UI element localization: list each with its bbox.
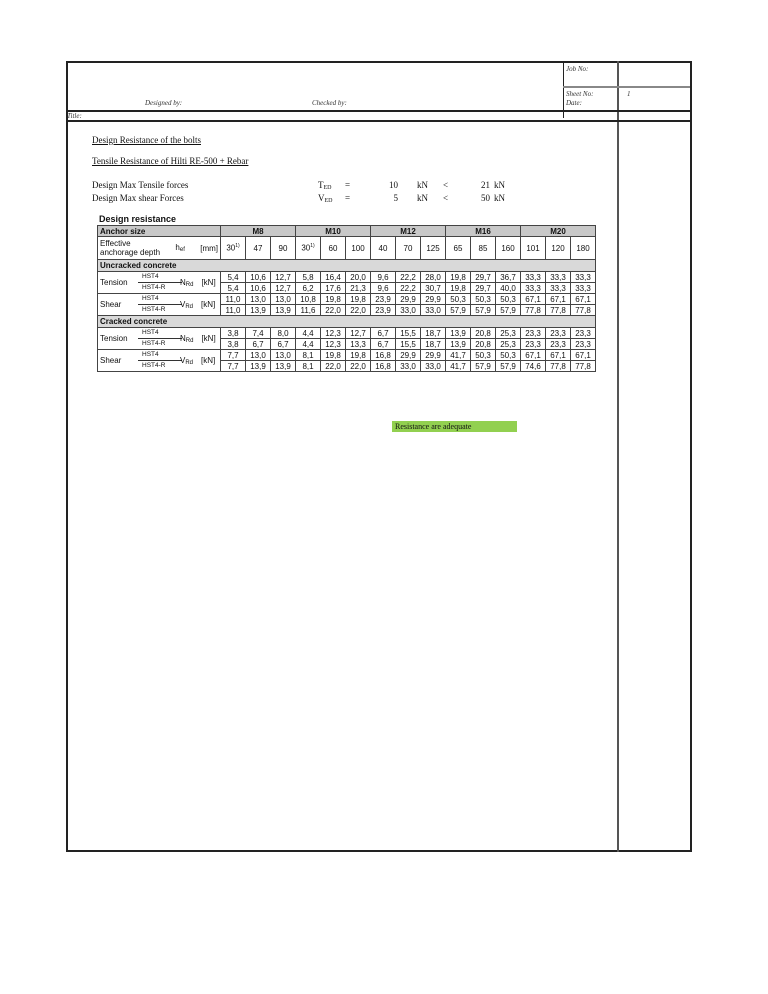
value-cell: 77,8 [521,305,546,316]
depth-cell: 125 [421,237,446,260]
value-cell: 22,0 [321,305,346,316]
anchor-group-m8: M8 [221,226,296,237]
designed-by-label: Designed by: [145,99,183,107]
value-cell: 33,3 [571,272,596,283]
value-cell: 30,7 [421,283,446,294]
value-cell: 50,3 [446,294,471,305]
value-cell: 50,3 [496,350,521,361]
value-cell: 77,8 [546,361,571,372]
value-cell: 22,2 [396,272,421,283]
depth-cell: 60 [321,237,346,260]
shear-equals: = [345,193,351,203]
value-cell: 33,0 [396,305,421,316]
section-title: Cracked concrete [98,316,596,328]
value-cell: 9,6 [371,283,396,294]
value-cell: 57,9 [471,361,496,372]
shear-value: 5 [393,193,398,203]
value-cell: 13,0 [271,350,296,361]
value-cell: 13,9 [446,328,471,339]
value-cell: 16,8 [371,350,396,361]
value-cell: 22,0 [346,305,371,316]
row-label: Shear HST4 HST4-R VRd [kN] [98,350,221,372]
value-cell: 29,9 [396,350,421,361]
value-cell: 7,4 [246,328,271,339]
value-cell: 22,2 [396,283,421,294]
value-cell: 18,7 [421,339,446,350]
value-cell: 25,3 [496,339,521,350]
title-label: Title: [67,112,82,120]
anchorage-depth-label: Effective anchorage depth hef [mm] [98,237,221,260]
value-cell: 57,9 [496,361,521,372]
value-cell: 6,7 [246,339,271,350]
value-cell: 67,1 [521,294,546,305]
value-cell: 50,3 [471,294,496,305]
value-cell: 67,1 [546,294,571,305]
value-cell: 15,5 [396,328,421,339]
value-cell: 20,0 [346,272,371,283]
depth-cell: 65 [446,237,471,260]
value-cell: 33,3 [521,283,546,294]
value-cell: 33,3 [571,283,596,294]
depth-cell: 85 [471,237,496,260]
value-cell: 16,8 [371,361,396,372]
value-cell: 23,3 [571,328,596,339]
checked-by-label: Checked by: [312,99,347,107]
value-cell: 77,8 [571,361,596,372]
value-cell: 12,7 [346,328,371,339]
value-cell: 29,7 [471,272,496,283]
depth-cell: 180 [571,237,596,260]
value-cell: 13,0 [246,294,271,305]
value-cell: 13,9 [271,361,296,372]
right-margin-divider [617,61,619,852]
value-cell: 19,8 [446,272,471,283]
anchor-size-row [98,226,596,237]
table-row [98,272,596,283]
value-cell: 74,6 [521,361,546,372]
shear-limit-unit: kN [494,193,505,203]
section-header-row [98,316,596,328]
date-label: Date: [566,99,582,107]
value-cell: 67,1 [521,350,546,361]
anchor-size-label: Anchor size [98,226,221,237]
value-cell: 13,9 [271,305,296,316]
tensile-unit: kN [417,180,428,190]
value-cell: 5,4 [221,283,246,294]
tensile-value: 10 [389,180,398,190]
value-cell: 8,1 [296,350,321,361]
value-cell: 5,8 [296,272,321,283]
value-cell: 11,0 [221,305,246,316]
value-cell: 7,7 [221,350,246,361]
value-cell: 19,8 [346,294,371,305]
value-cell: 77,8 [571,305,596,316]
shear-compare: < [443,193,449,203]
sheet-no-label: Sheet No: [566,90,594,98]
value-cell: 36,7 [496,272,521,283]
row-label: Shear HST4 HST4-R VRd [kN] [98,294,221,316]
section-header-row [98,260,596,272]
value-cell: 16,4 [321,272,346,283]
tensile-compare: < [443,180,449,190]
value-cell: 33,0 [421,305,446,316]
value-cell: 13,0 [246,350,271,361]
value-cell: 12,7 [271,283,296,294]
value-cell: 67,1 [571,350,596,361]
design-resistance-table [97,225,596,372]
value-cell: 23,9 [371,294,396,305]
value-cell: 41,7 [446,361,471,372]
heading-tensile-resistance: Tensile Resistance of Hilti RE-500 + Rebar [92,156,249,166]
tensile-limit-unit: kN [494,180,505,190]
value-cell: 33,3 [546,272,571,283]
row-label: Tension HST4 HST4-R NRd [kN] [98,328,221,350]
depth-cell: 101 [521,237,546,260]
depth-cell: 120 [546,237,571,260]
shear-symbol: VED [318,193,333,204]
value-cell: 19,8 [321,294,346,305]
anchorage-depth-row [98,237,596,260]
value-cell: 12,3 [321,339,346,350]
value-cell: 11,0 [221,294,246,305]
value-cell: 29,7 [471,283,496,294]
value-cell: 8,0 [271,328,296,339]
depth-cell: 30$^{1)}$ [221,237,246,260]
value-cell: 67,1 [546,350,571,361]
value-cell: 10,6 [246,283,271,294]
value-cell: 6,7 [371,328,396,339]
value-cell: 5,4 [221,272,246,283]
value-cell: 13,3 [346,339,371,350]
value-cell: 57,9 [471,305,496,316]
value-cell: 57,9 [496,305,521,316]
value-cell: 41,7 [446,350,471,361]
value-cell: 4,4 [296,328,321,339]
value-cell: 13,9 [446,339,471,350]
shear-unit: kN [417,193,428,203]
tensile-symbol: TED [318,180,332,191]
value-cell: 19,8 [446,283,471,294]
depth-cell: 30$^{1)}$ [296,237,321,260]
result-badge: Resistance are adequate [392,421,517,432]
value-cell: 40,0 [496,283,521,294]
value-cell: 10,8 [296,294,321,305]
value-cell: 20,8 [471,339,496,350]
job-row-divider [563,86,690,88]
value-cell: 17,6 [321,283,346,294]
anchor-group-m12: M12 [371,226,446,237]
value-cell: 4,4 [296,339,321,350]
value-cell: 23,3 [521,328,546,339]
value-cell: 8,1 [296,361,321,372]
value-cell: 13,9 [246,305,271,316]
depth-cell: 40 [371,237,396,260]
design-resistance-title: Design resistance [99,214,177,224]
value-cell: 33,0 [396,361,421,372]
value-cell: 3,8 [221,339,246,350]
tensile-equals: = [345,180,351,190]
value-cell: 20,8 [471,328,496,339]
value-cell: 22,0 [321,361,346,372]
value-cell: 11,6 [296,305,321,316]
tensile-force-label: Design Max Tensile forces [92,180,189,190]
value-cell: 57,9 [446,305,471,316]
table-row [98,294,596,305]
value-cell: 3,8 [221,328,246,339]
value-cell: 23,3 [546,328,571,339]
value-cell: 7,7 [221,361,246,372]
value-cell: 28,0 [421,272,446,283]
row-label: Tension HST4 HST4-R NRd [kN] [98,272,221,294]
value-cell: 21,3 [346,283,371,294]
value-cell: 12,3 [321,328,346,339]
value-cell: 29,9 [421,350,446,361]
shear-limit: 50 [481,193,490,203]
value-cell: 23,3 [521,339,546,350]
section-title: Uncracked concrete [98,260,596,272]
value-cell: 23,3 [571,339,596,350]
anchor-group-m16: M16 [446,226,521,237]
value-cell: 15,5 [396,339,421,350]
depth-cell: 160 [496,237,521,260]
value-cell: 9,6 [371,272,396,283]
job-no-label: Job No: [566,65,589,73]
depth-cell: 100 [346,237,371,260]
table-row [98,328,596,339]
tensile-limit: 21 [481,180,490,190]
value-cell: 77,8 [546,305,571,316]
depth-cell: 90 [271,237,296,260]
value-cell: 23,3 [546,339,571,350]
value-cell: 22,0 [346,361,371,372]
value-cell: 12,7 [271,272,296,283]
value-cell: 67,1 [571,294,596,305]
value-cell: 29,9 [421,294,446,305]
value-cell: 50,3 [471,350,496,361]
value-cell: 25,3 [496,328,521,339]
anchor-group-m10: M10 [296,226,371,237]
heading-design-resistance: Design Resistance of the bolts [92,135,201,145]
value-cell: 6,7 [371,339,396,350]
value-cell: 29,9 [396,294,421,305]
value-cell: 18,7 [421,328,446,339]
value-cell: 13,9 [246,361,271,372]
table-row [98,350,596,361]
value-cell: 23,9 [371,305,396,316]
depth-cell: 47 [246,237,271,260]
anchor-group-m20: M20 [521,226,596,237]
value-cell: 13,0 [271,294,296,305]
value-cell: 6,2 [296,283,321,294]
depth-cell: 70 [396,237,421,260]
value-cell: 19,8 [321,350,346,361]
value-cell: 19,8 [346,350,371,361]
value-cell: 50,3 [496,294,521,305]
title-row-bottom-border [66,120,692,122]
value-cell: 33,0 [421,361,446,372]
title-row-top-border [66,110,692,112]
shear-force-label: Design Max shear Forces [92,193,184,203]
value-cell: 10,6 [246,272,271,283]
value-cell: 33,3 [521,272,546,283]
value-cell: 6,7 [271,339,296,350]
sheet-no-value: 1 [627,90,631,98]
value-cell: 33,3 [546,283,571,294]
